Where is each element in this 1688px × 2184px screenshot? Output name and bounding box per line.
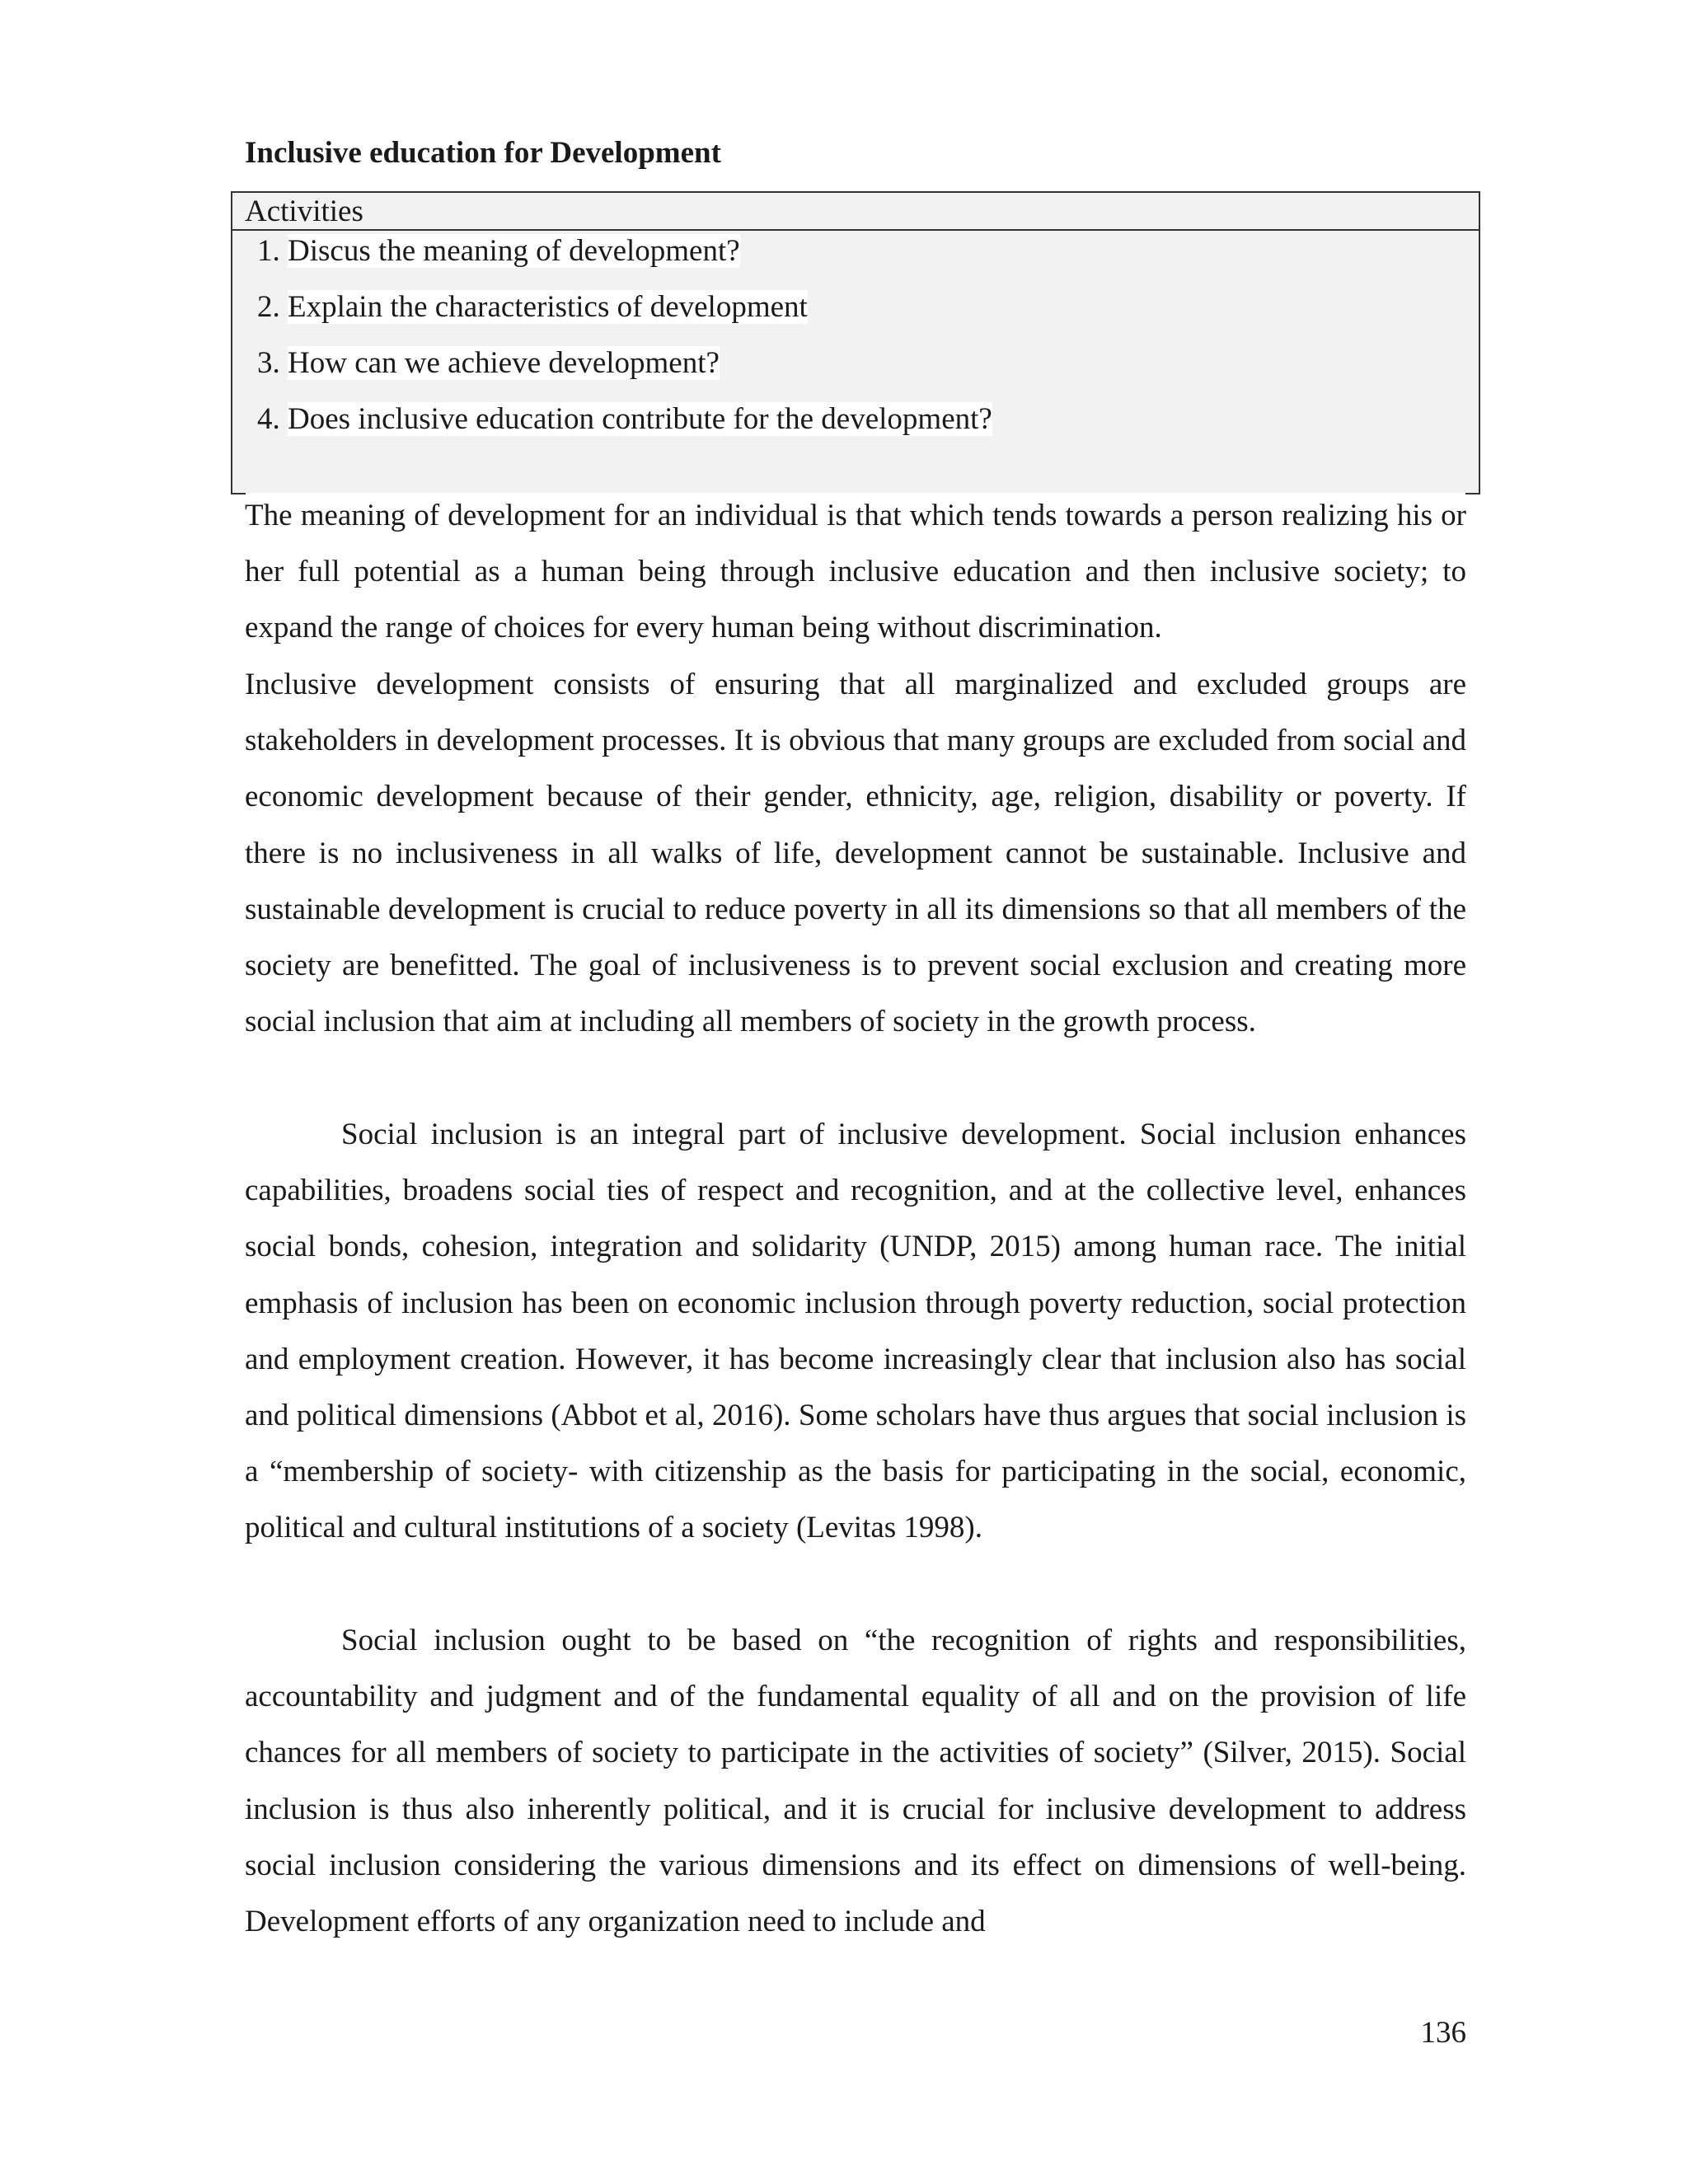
activity-text: Explain the characteristics of development (288, 290, 808, 324)
activity-item (257, 401, 992, 438)
activity-number: 1. (257, 234, 280, 268)
activity-number: 2. (257, 290, 280, 324)
box-corner-mark (231, 493, 246, 494)
page-number: 136 (1420, 2016, 1466, 2050)
body-paragraph: Social inclusion is an integral part of inclusive development. Social inclusion enhances capabilities, broadens social ties of respect and recognition, and at the collective level, enhances social bonds, cohesion, integration and solidarity (UNDP, 2015) among human race. The initial emphasis of inclusion has been on economic inclusion through poverty reduction, social protection and employment creation. However, it has become increasingly clear that inclusion also has social and political dimensions (Abbot et al, 2016). Some scholars have thus argues that social inclusion is a “membership of society- with citizenship as the basis for participating in the social, economic, political and cultural institutions of a society (Levitas 1998). (245, 1118, 1466, 1545)
body-paragraph: Inclusive development consists of ensuring that all marginalized and excluded groups are stakeholders in development processes. It is obvious that many groups are excluded from social and economic development because of their gender, ethnicity, age, religion, disability or poverty. If there is no inclusiveness in all walks of life, development cannot be sustainable. Inclusive and sustainable development is crucial to reduce poverty in all its dimensions so that all members of the society are benefitted. The goal of inclusiveness is to prevent social exclusion and creating more social inclusion that aim at including all members of society in the growth process. (245, 668, 1466, 1039)
activity-number: 3. (257, 346, 280, 380)
activity-number: 4. (257, 402, 280, 436)
section-heading: Inclusive education for Development (245, 136, 721, 170)
body-paragraph: Social inclusion ought to be based on “the recognition of rights and responsibilities, accountability and judgment and of the fundamental equality of all and on the provision of life chances for all members of society to participate in the activities of society” (Silver, 2015). Social inclusion is thus also inherently political, and it is crucial for inclusive development to address social inclusion considering the various dimensions and its effect on dimensions of well-being. Development efforts of any organization need to include and (245, 1624, 1466, 1939)
activity-item (257, 232, 740, 270)
body-paragraph: The meaning of development for an individual is that which tends towards a person realizing his or her full potential as a human being through inclusive education and then inclusive society; to expand the range of choices for every human being without discrimination. (245, 499, 1466, 645)
activity-text: How can we achieve development? (288, 346, 720, 380)
box-corner-mark (1479, 483, 1480, 494)
activities-box (231, 191, 1480, 493)
activities-title: Activities (232, 193, 1479, 231)
activity-text: Does inclusive education contribute for the development? (288, 402, 992, 436)
activity-item (257, 344, 720, 382)
activity-text: Discus the meaning of development? (288, 234, 740, 268)
activity-item (257, 288, 808, 326)
box-corner-mark (231, 483, 232, 494)
